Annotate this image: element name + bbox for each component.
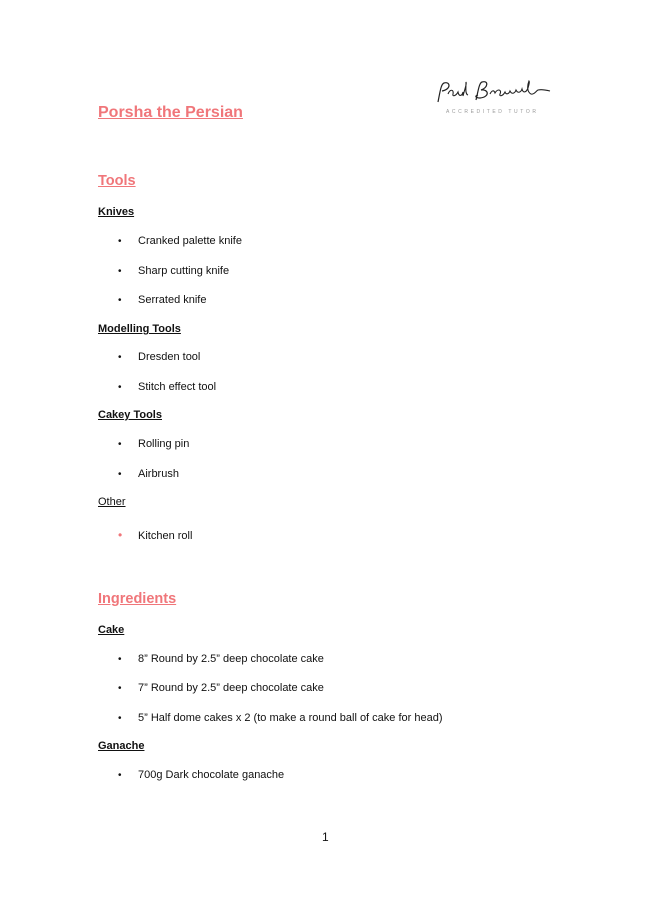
list-item: • Rolling pin (118, 438, 190, 450)
bullet-icon: • (118, 382, 122, 393)
list-item: • Dresden tool (118, 351, 201, 363)
list-item: • Serrated knife (118, 294, 207, 306)
other-subheading: Other (98, 496, 126, 508)
knives-subheading: Knives (98, 206, 135, 218)
list-item: • Airbrush (118, 468, 179, 480)
bullet-icon: • (118, 295, 122, 306)
list-item: • Kitchen roll (118, 528, 193, 542)
page-number: 1 (322, 830, 329, 844)
list-item: • Cranked palette knife (118, 235, 242, 247)
bullet-icon: • (118, 683, 122, 694)
cakey-tools-subheading: Cakey Tools (98, 409, 162, 421)
bullet-icon: • (118, 770, 122, 781)
bullet-icon: • (118, 266, 122, 277)
tools-heading: Tools (98, 173, 136, 189)
signature-logo-icon (432, 78, 554, 108)
logo-tagline: ACCREDITED TUTOR (446, 109, 539, 115)
cake-subheading: Cake (98, 624, 125, 636)
modelling-tools-subheading: Modelling Tools (98, 323, 181, 335)
bullet-icon: • (118, 469, 122, 480)
list-item: • 700g Dark chocolate ganache (118, 769, 285, 781)
bullet-icon: • (118, 352, 122, 363)
list-item: • Sharp cutting knife (118, 265, 230, 277)
ingredients-heading: Ingredients (98, 591, 177, 607)
list-item: • 7” Round by 2.5” deep chocolate cake (118, 682, 324, 694)
list-item: • Stitch effect tool (118, 381, 217, 393)
ganache-subheading: Ganache (98, 740, 145, 752)
bullet-icon: • (118, 236, 122, 247)
list-item: • 5” Half dome cakes x 2 (to make a round ball of cake for head) (118, 712, 443, 724)
page-title: Porsha the Persian (98, 104, 243, 121)
bullet-icon: • (118, 713, 122, 724)
list-item: • 8” Round by 2.5” deep chocolate cake (118, 653, 324, 665)
bullet-icon: • (118, 528, 123, 542)
paul-bradford-logo (432, 78, 554, 120)
bullet-icon: • (118, 654, 122, 665)
bullet-icon: • (118, 439, 122, 450)
